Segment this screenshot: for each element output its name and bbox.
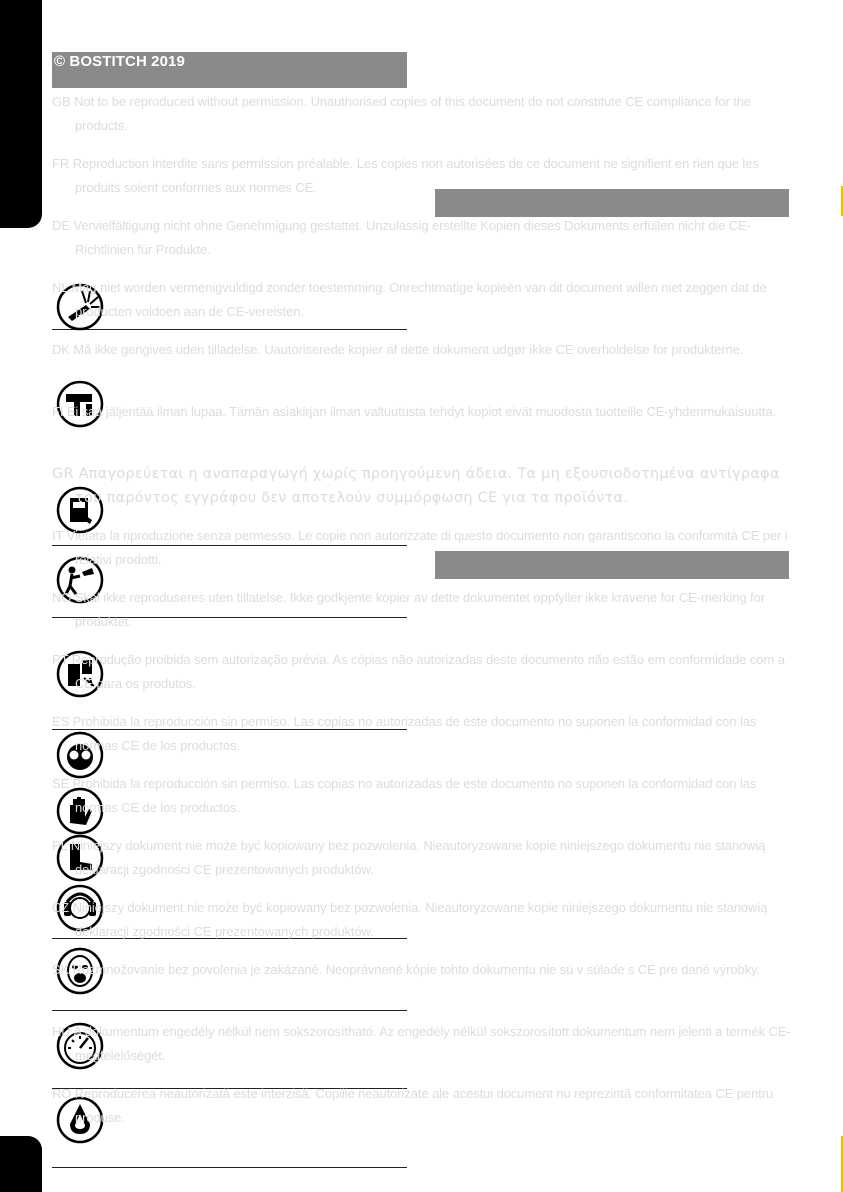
legal-notice-se [52,772,792,834]
legal-notice-fi [52,400,792,462]
notice-text: FR Reproduction interdite sans permission préalable. Les copies non autorisées de ce document ne signifient en rien que les produits soient conformes aux normes CE. [52,156,759,195]
notice-text: IT Vietata la riproduzione senza permesso. Le copie non autorizzate di questo documento non garantiscono la conformità CE per i relativi prodotti. [52,528,788,567]
notice-text: SK Rozmnožovanie bez povolenia je zakázané. Neoprávnené kópie tohto dokumentu nie sú v súlade s CE pre dané výrobky. [52,962,760,977]
legal-notice-gr [52,462,792,524]
copyright-heading: © BOSTITCH 2019 [54,53,185,70]
notice-text: PL Niniejszy dokument nie może być kopiowany bez pozwolenia. Nieautoryzowane kopie niniejszego dokumentu nie stanowią deklaracji zgodności CE prezentowanych produktów. [52,838,766,877]
legal-notice-it [52,524,792,586]
legal-notice-pt [52,648,792,710]
notice-text: HU A dokumentum engedély nélkül nem sokszorosítható. Az engedély nélkül sokszorosított dokumentum nem jelenti a termék CE-megfelelőségét. [52,1024,791,1063]
legal-notice-gb [52,90,792,152]
legal-notice-no [52,586,792,648]
notice-text: RO Reproducerea neautorizată este interzisă. Copiile neautorizate ale acestui document nu reprezintă conformitatea CE pentru produse. [52,1086,774,1125]
notice-text: CZ Niniejszy dokument nie może być kopiowany bez pozwolenia. Nieautoryzowane kopie niniejszego dokumentu nie stanowią deklaracji zgodności CE prezentowanych produktów. [52,900,768,939]
legal-notice-es [52,710,792,772]
legal-notice-dk [52,338,792,400]
notice-text: PT Reprodução proibida sem autorização prévia. As cópias não autorizadas deste documento não estão em conformidade com a CE para os produtos. [52,652,785,691]
notice-text: NO Skal ikke reproduseres uten tillatelse. Ikke godkjente kopier av dette dokumentet oppfyller ikke kravene for CE-merking for produktet. [52,590,765,629]
notice-text: DK Må ikke gengives uden tilladelse. Uautoriserede kopier af dette dokument udgør ikke CE overholdelse for produkterne. [52,342,744,357]
legal-notice-de [52,214,792,276]
notice-text: GB Not to be reproduced without permission. Unauthorised copies of this document do not constitute CE compliance for the products. [52,94,752,133]
notice-text: ES Prohibida la reproducción sin permiso. Las copias no autorizadas de este documento no suponen la conformidad con las normas CE de los productos. [52,714,757,753]
notice-text: FI Ei saa jäljentää ilman lupaa. Tämän asiakirjan ilman valtuutusta tehdyt kopiot eivät muodosta tuotteille CE-yhdenmukaisuutta. [52,404,777,419]
legal-notice-ro [52,1082,792,1144]
legal-notice-fr [52,152,792,214]
legal-notice-pl [52,834,792,896]
legal-notice-cz [52,896,792,958]
notice-text: GR Απαγορεύεται η αναπαραγωγή χωρίς προηγούμενη άδεια. Τα μη εξουσιοδοτημένα αντίγραφα του παρόντος εγγράφου δεν αποτελούν συμμόρφωση CE για τα προϊόντα. [52,466,780,506]
section-tab-top [0,0,42,228]
section-tab-bottom [0,1136,42,1192]
legal-notice-hu [52,1020,792,1082]
notice-text: NL Mag niet worden vermenigvuldigd zonder toestemming. Onrechtmatige kopieën van dit document willen niet zeggen dat de producten voldoen aan de CE-vereisten. [52,280,767,319]
legal-notice-nl [52,276,792,338]
divider-line [52,1167,407,1168]
legal-notice-sk [52,958,792,1020]
notice-text: SE Prohibida la reproducción sin permiso. Las copias no autorizadas de este documento no suponen la conformidad con las normas CE de los productos. [52,776,757,815]
legal-notice-list [52,90,792,1144]
notice-text: DE Vervielfältigung nicht ohne Genehmigung gestattet. Unzulässig erstellte Kopien dieses Dokuments erfüllen nicht die CE-Richtlinien für Produkte. [52,218,751,257]
